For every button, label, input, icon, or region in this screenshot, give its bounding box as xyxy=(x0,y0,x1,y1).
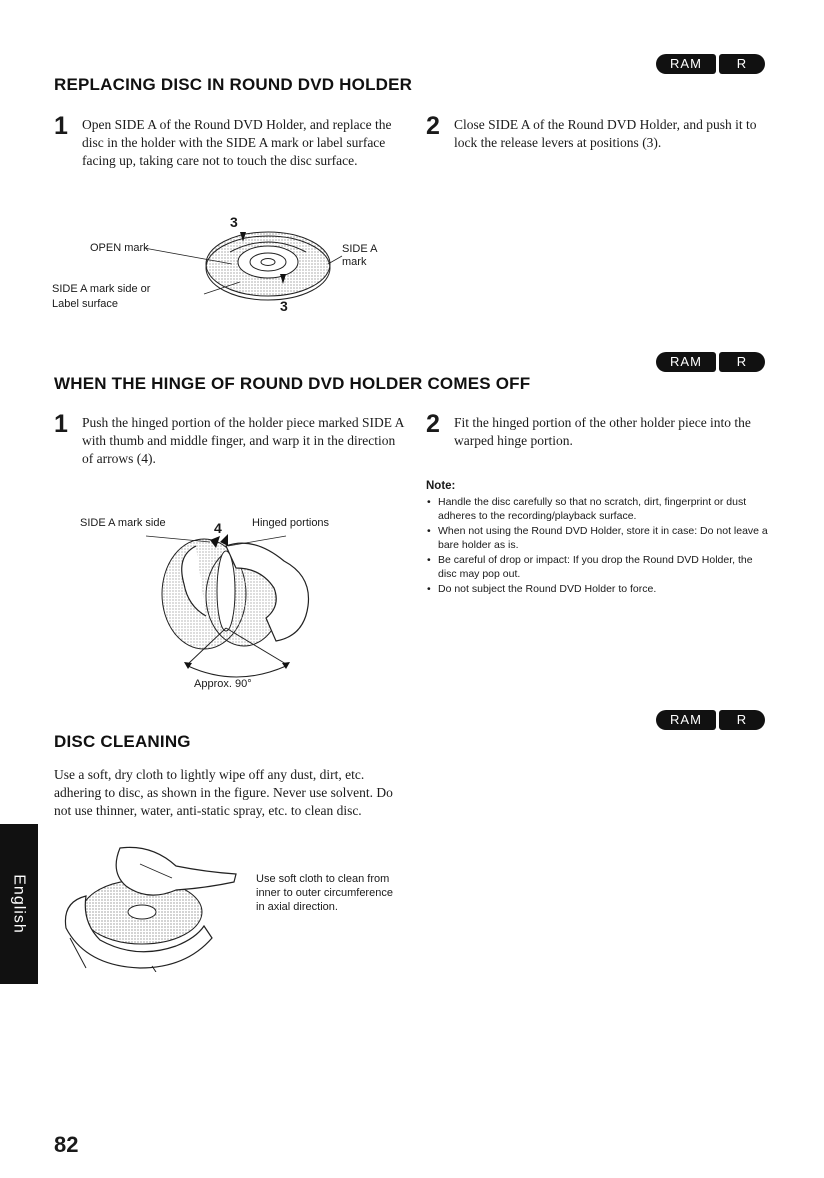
step-text: Open SIDE A of the Round DVD Holder, and replace the disc in the holder with the SIDE A mark or label surface facing up, taking care not to touch the disc surface. xyxy=(82,117,392,168)
disc-cleaning-illustration xyxy=(56,842,246,972)
step-number: 1 xyxy=(54,410,68,438)
disc-cleaning-text: Use a soft, dry cloth to lightly wipe off any dust, dirt, etc. adhering to disc, as shown in the figure. Never use solvent. Do not use thinner, water, anti-static spray, etc. to clean disc. xyxy=(54,767,393,818)
side-a-mark-side-label: SIDE A mark side xyxy=(80,517,166,529)
step-text: Close SIDE A of the Round DVD Holder, and push it to lock the release levers at positions (3). xyxy=(454,117,757,150)
note-list xyxy=(426,495,770,596)
ram-r-badge-2 xyxy=(656,352,765,372)
side-a-mark-label-line1: SIDE A xyxy=(342,243,378,255)
hinged-portions-label: Hinged portions xyxy=(252,517,330,529)
approx-angle-label: Approx. 90° xyxy=(194,678,252,690)
cleaning-figure xyxy=(56,842,396,972)
page-number: 82 xyxy=(54,1132,79,1157)
ram-r-badge-1 xyxy=(656,54,765,74)
ram-badge: RAM xyxy=(656,710,716,730)
step-number: 1 xyxy=(54,112,68,140)
step-number: 2 xyxy=(426,410,440,438)
section-title-hinge: WHEN THE HINGE OF ROUND DVD HOLDER COMES OFF xyxy=(54,374,531,393)
r-badge: R xyxy=(719,352,765,372)
note-item: • When not using the Round DVD Holder, store it in case: Do not leave a bare holder as is. xyxy=(426,524,770,552)
step-number: 2 xyxy=(426,112,440,140)
position-number-bottom: 3 xyxy=(280,298,288,314)
ram-r-badge-3 xyxy=(656,710,765,730)
section-title-replacing-disc: REPLACING DISC IN ROUND DVD HOLDER xyxy=(54,75,413,94)
ram-badge: RAM xyxy=(656,54,716,74)
cleaning-caption: Use soft cloth to clean from inner to outer circumference in axial direction. xyxy=(256,873,393,913)
open-mark-label: OPEN mark xyxy=(90,242,149,254)
r-badge: R xyxy=(719,710,765,730)
note-block xyxy=(426,480,770,597)
note-item: • Handle the disc carefully so that no scratch, dirt, fingerprint or dust adheres to the recording/playback surface. xyxy=(426,495,770,523)
position-number-top: 3 xyxy=(230,214,238,230)
replace-step-2 xyxy=(426,112,768,152)
disc-holder-figure xyxy=(52,212,400,322)
hinge-step-2 xyxy=(426,410,768,450)
ram-badge: RAM xyxy=(656,352,716,372)
note-title: Note: xyxy=(426,480,456,492)
r-badge: R xyxy=(719,54,765,74)
hinge-figure xyxy=(76,506,376,696)
language-tab xyxy=(0,824,38,984)
section-title-disc-cleaning: DISC CLEANING xyxy=(54,732,191,751)
side-a-mark-label-line2: mark xyxy=(342,256,367,268)
note-item: • Be careful of drop or impact: If you drop the Round DVD Holder, the disc may pop out. xyxy=(426,553,770,581)
step-text: Fit the hinged portion of the other holder piece into the warped hinge portion. xyxy=(454,415,751,448)
replace-step-1 xyxy=(54,112,406,170)
label-surface-label: Label surface xyxy=(52,298,119,310)
arrow-number: 4 xyxy=(214,520,222,536)
hinge-step-1 xyxy=(54,410,406,468)
language-tab-label: English xyxy=(11,874,29,934)
step-text: Push the hinged portion of the holder piece marked SIDE A with thumb and middle finger, and warp it in the direction of arrows (4). xyxy=(82,415,404,466)
side-a-mark-side-label: SIDE A mark side or xyxy=(52,283,151,295)
hand-hinge-illustration xyxy=(76,506,376,696)
note-item: • Do not subject the Round DVD Holder to force. xyxy=(426,582,770,596)
